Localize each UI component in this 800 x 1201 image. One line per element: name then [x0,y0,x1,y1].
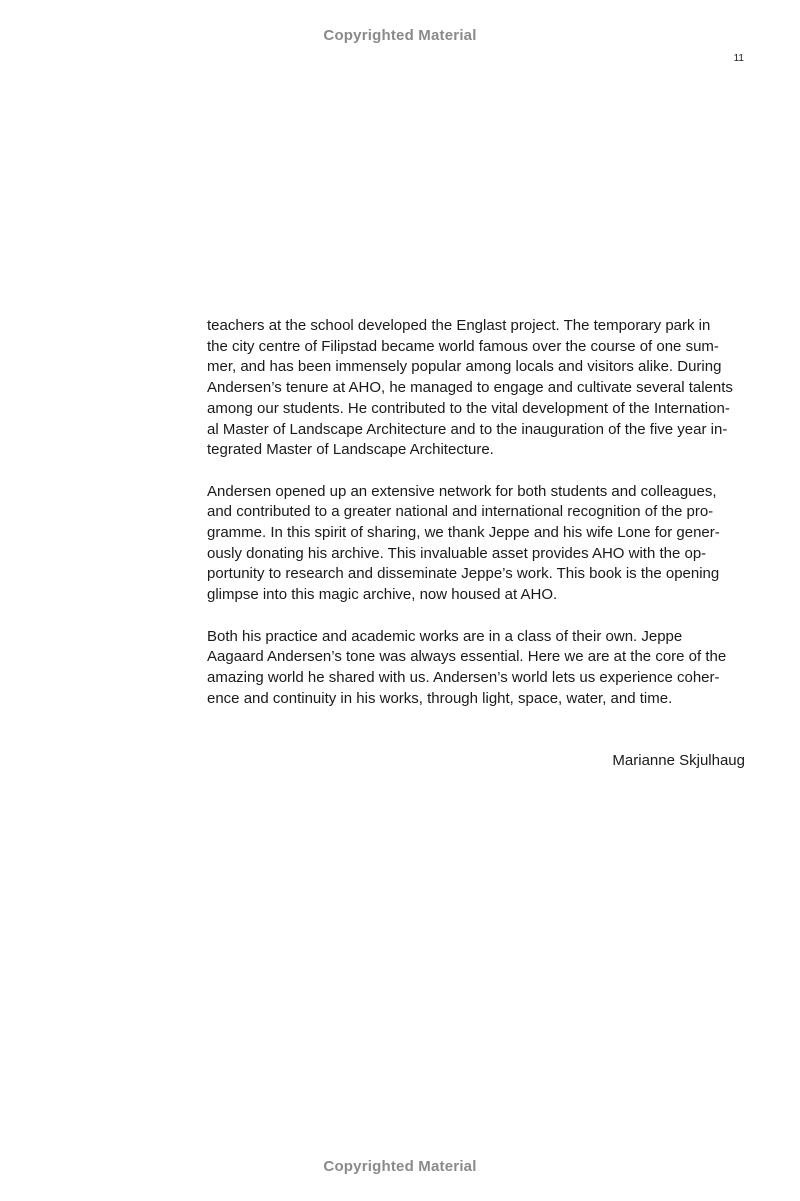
page-number: 11 [733,53,744,64]
paragraph-1 [207,316,747,461]
text-line: tegrated Master of Landscape Architecture. [207,441,494,459]
text-line: Andersen’s tenure at AHO, he managed to engage and cultivate several talents [207,379,733,397]
text-line: ously donating his archive. This invaluable asset provides AHO with the op- [207,544,707,562]
paragraph-3 [207,627,747,710]
text-line: mer, and has been immensely popular among locals and visitors alike. During [207,358,722,376]
text-line: glimpse into this magic archive, now housed at AHO. [207,586,558,604]
text-line: the city centre of Filipstad became world famous over the course of one sum- [207,337,719,355]
copyright-watermark-bottom: Copyrighted Material [323,1158,477,1175]
text-line: gramme. In this spirit of sharing, we thank Jeppe and his wife Lone for gener- [207,524,720,542]
copyright-watermark-top: Copyrighted Material [323,27,477,44]
text-line: Aagaard Andersen’s tone was always essential. Here we are at the core of the [207,648,727,666]
paragraph-2 [207,482,747,606]
text-line: and contributed to a greater national and international recognition of the pro- [207,503,714,521]
text-line: ence and continuity in his works, through light, space, water, and time. [207,689,673,707]
text-line: among our students. He contributed to the vital development of the Internation- [207,399,730,417]
text-line: Both his practice and academic works are in a class of their own. Jeppe [207,627,683,645]
text-line: amazing world he shared with us. Andersen’s world lets us experience coher- [207,668,720,686]
text-line: Andersen opened up an extensive network for both students and colleagues, [207,482,717,500]
text-line: al Master of Landscape Architecture and to the inauguration of the five year in- [207,420,728,438]
text-line: teachers at the school developed the Englast project. The temporary park in [207,317,711,334]
author-signature: Marianne Skjulhaug [612,752,745,769]
body-text [207,316,747,730]
text-line: portunity to research and disseminate Jeppe’s work. This book is the opening [207,565,720,583]
